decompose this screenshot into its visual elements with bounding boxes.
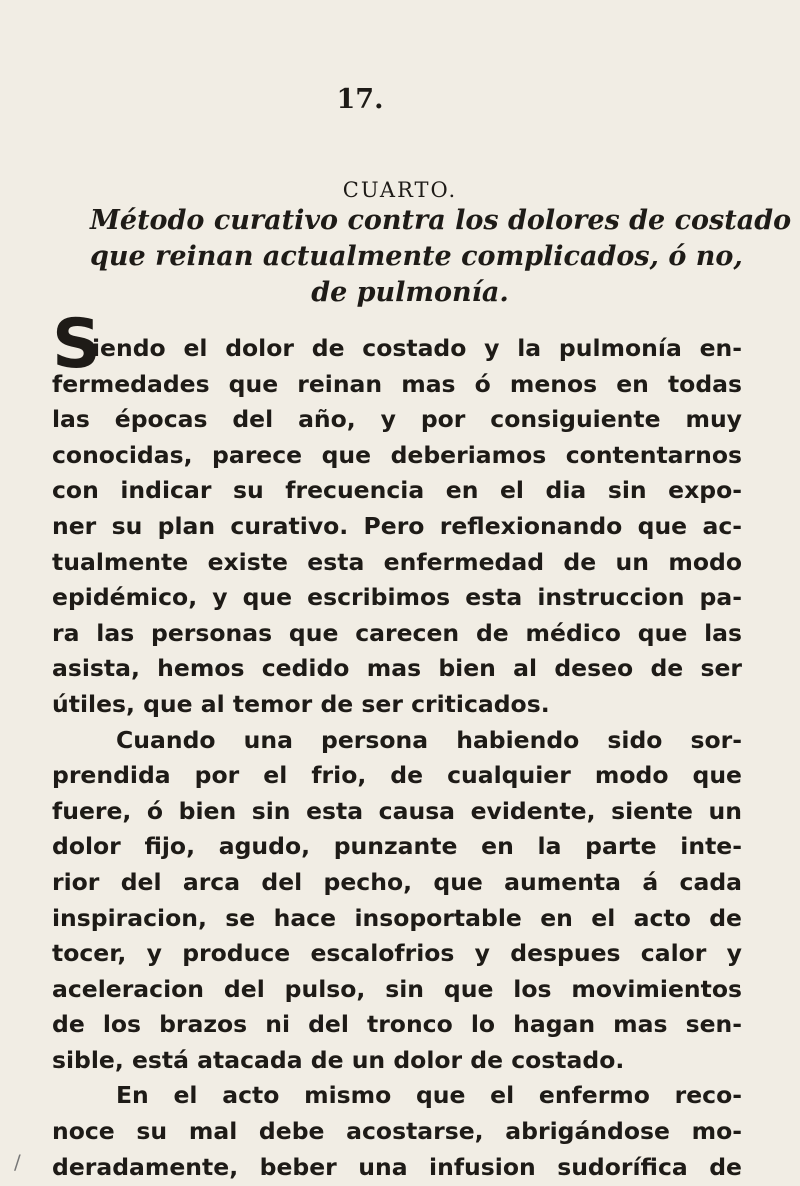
body-line: de los brazos ni del tronco lo hagan mas sen- (52, 1010, 742, 1039)
body-line: prendida por el frio, de cualquier modo que (52, 761, 742, 790)
body-line: ner su plan curativo. Pero reflexionando que ac- (52, 511, 742, 540)
chapter-title-line-1: Método curativo contra los dolores de costado (90, 205, 792, 236)
body-line: epidémico, y que escribimos esta instruccion pa- (52, 583, 742, 612)
body-line: fuere, ó bien sin esta causa evidente, siente un (52, 796, 742, 825)
body-line: Cuando una persona habiendo sido sor- (116, 725, 742, 754)
body-line: deradamente, beber una infusion sudorífica de (52, 1152, 742, 1181)
body-line: dolor fijo, agudo, punzante en la parte inte- (52, 832, 742, 861)
body-line: las épocas del año, y por consiguiente muy (52, 405, 742, 434)
margin-mark: / (14, 1150, 21, 1174)
body-line: rior del arca del pecho, que aumenta á cada (52, 867, 742, 896)
body-line: asista, hemos cedido mas bien al deseo de ser (52, 654, 742, 683)
section-heading: CUARTO. (342, 178, 458, 202)
chapter-title-line-3: de pulmonía. (311, 277, 509, 308)
drop-cap: S (52, 305, 101, 384)
body-line: inspiracion, se hace insoportable en el acto de (52, 903, 742, 932)
body-line: fermedades que reinan mas ó menos en todas (52, 369, 742, 398)
body-line-text: iendo el dolor de costado y la pulmonía en- (92, 334, 742, 362)
body-line: tualmente existe esta enfermedad de un modo (52, 547, 742, 576)
body-line: aceleracion del pulso, sin que los movimientos (52, 974, 742, 1003)
chapter-title-line-2: que reinan actualmente complicados, ó no, (90, 241, 743, 272)
body-text (52, 305, 742, 1185)
body-line: sible, está atacada de un dolor de costado. (52, 1045, 625, 1074)
body-line: En el acto mismo que el enfermo reco- (116, 1081, 742, 1110)
body-line: ra las personas que carecen de médico que las (52, 618, 742, 647)
page-number: 17. (336, 84, 384, 115)
body-line: útiles, que al temor de ser criticados. (52, 689, 550, 718)
body-line: noce su mal debe acostarse, abrigándose mo- (52, 1117, 742, 1146)
body-line: tocer, y produce escalofrios y despues calor y (52, 939, 742, 968)
body-line: con indicar su frecuencia en el dia sin expo- (52, 476, 742, 505)
body-line: conocidas, parece que deberiamos contentarnos (52, 440, 742, 469)
